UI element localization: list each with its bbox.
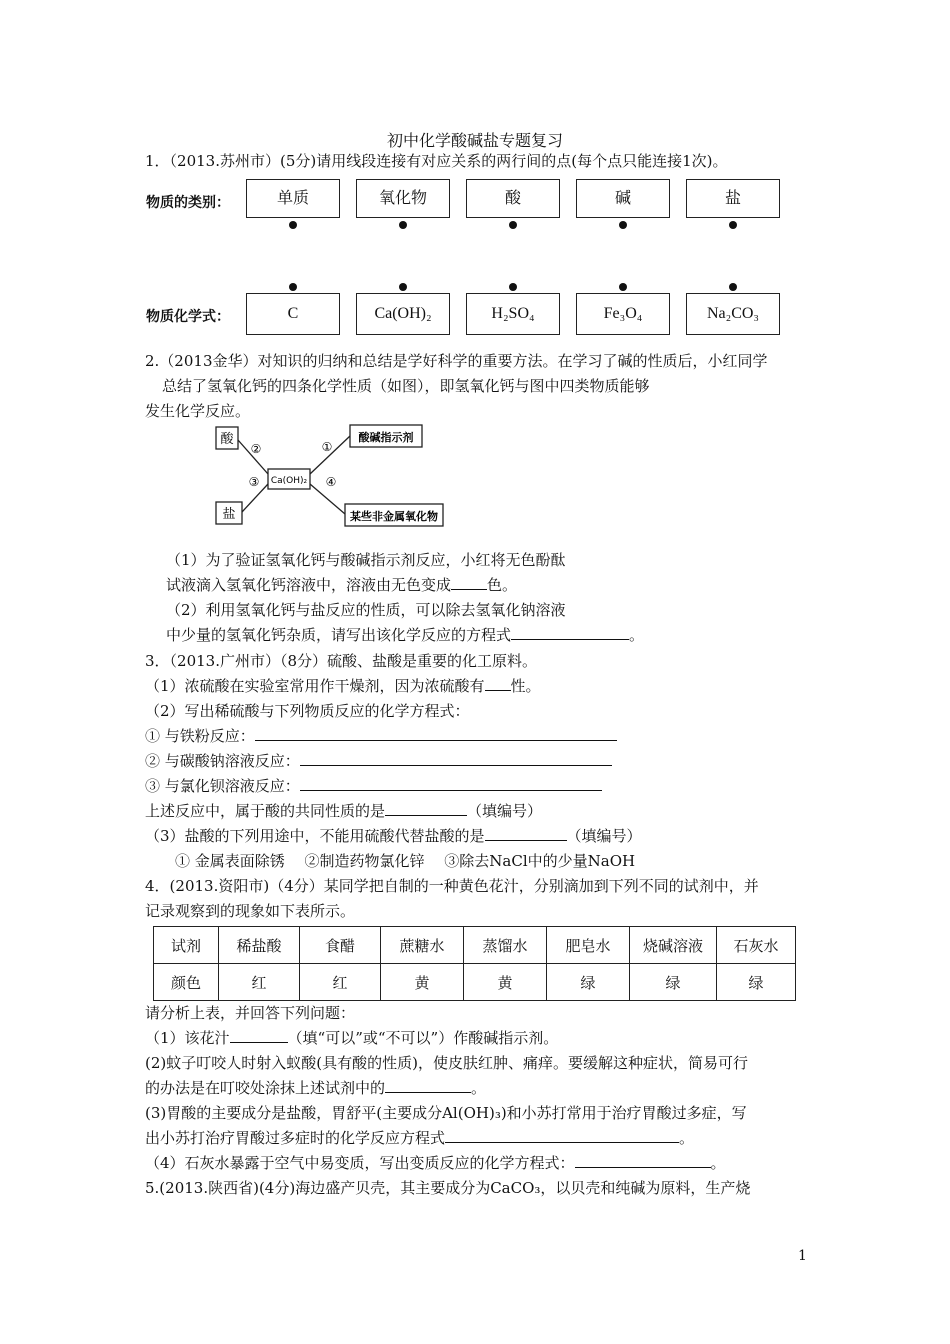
diagram-num-4: ④ (325, 475, 337, 489)
q4-sub4-suffix: 。 (710, 1154, 726, 1172)
q2-part2-line2 (166, 625, 644, 645)
q3-line8-suffix: （填编号） (566, 827, 642, 845)
table-cell: 稀盐酸 (219, 927, 300, 964)
table-cell: 红 (300, 964, 381, 1001)
connect-dot[interactable] (509, 221, 517, 229)
q3-line2 (145, 676, 541, 696)
q2-line3: 发生化学反应。 (145, 402, 251, 420)
connect-dot[interactable] (509, 283, 517, 291)
q3-line8 (145, 826, 642, 846)
q3-r3-text: ③ 与氯化钡溶液反应： (145, 777, 300, 795)
q1-text: 1．（2013.苏州市）(5分)请用线段连接有对应关系的两行间的点(每个点只能连接1次)。 (145, 152, 728, 170)
connect-dot[interactable] (289, 221, 297, 229)
q4-sub3-line1: (3)胃酸的主要成分是盐酸，胃舒平(主要成分Al(OH)₃)和小苏打常用于治疗胃酸过多症，写 (145, 1104, 747, 1122)
answer-blank[interactable] (485, 676, 511, 691)
q4-sub3-text: 出小苏打治疗胃酸过多症时的化学反应方程式 (145, 1129, 446, 1147)
connect-dot[interactable] (619, 221, 627, 229)
category-box-salt: 盐 (686, 179, 780, 218)
table-cell: 石灰水 (717, 927, 796, 964)
table-cell: 黄 (464, 964, 547, 1001)
diagram-center-label: Ca(OH)₂ (270, 476, 308, 486)
table-cell: 绿 (547, 964, 630, 1001)
table-cell: 烧碱溶液 (630, 927, 717, 964)
q4-sub3-suffix: 。 (679, 1129, 695, 1147)
formula-box-na2co3: Na₂CO₃ (686, 293, 780, 335)
answer-blank[interactable] (385, 1078, 471, 1093)
q3-line8-text: （3）盐酸的下列用途中，不能用硫酸代替盐酸的是 (145, 827, 485, 845)
formula-box-c: C (246, 293, 340, 335)
q2-part2-suffix: 。 (629, 626, 645, 644)
formula-box-h2so4: H₂SO₄ (466, 293, 560, 335)
q3-line3: （2）写出稀硫酸与下列物质反应的化学方程式： (145, 702, 470, 720)
q3-reaction-1 (145, 726, 617, 746)
q1-category-label: 物质的类别： (146, 195, 230, 211)
q5-line1: 5.(2013.陕西省)(4分)海边盛产贝壳，其主要成分为CaCO₃，以贝壳和纯碱为原料，生产烧 (145, 1179, 751, 1197)
q3-line2-suffix: 性。 (510, 677, 541, 695)
category-box-acid: 酸 (466, 179, 560, 218)
table-cell: 蔗糖水 (381, 927, 464, 964)
q4-sub3-line2 (145, 1128, 694, 1148)
q2-part1-text: 试液滴入氢氧化钙溶液中，溶液由无色变成 (166, 576, 452, 594)
answer-blank[interactable] (300, 751, 612, 766)
connect-dot[interactable] (399, 283, 407, 291)
answer-blank[interactable] (485, 826, 567, 841)
q3-line7 (145, 801, 542, 821)
category-box-base: 碱 (576, 179, 670, 218)
formula-box-caoh2: Ca(OH)₂ (356, 293, 450, 335)
q3-line1: 3．（2013.广州市）（8分）硫酸、盐酸是重要的化工原料。 (145, 652, 538, 670)
diagram-num-2: ② (250, 442, 262, 456)
category-box-element: 单质 (246, 179, 340, 218)
q3-line7-text: 上述反应中，属于酸的共同性质的是 (145, 802, 386, 820)
q3-line2-text: （1）浓硫酸在实验室常用作干燥剂，因为浓硫酸有 (145, 677, 485, 695)
table-cell: 食醋 (300, 927, 381, 964)
q4-sub1-text: （1）该花汁 (145, 1029, 230, 1047)
connect-dot[interactable] (729, 283, 737, 291)
table-cell: 绿 (630, 964, 717, 1001)
q4-sub2-suffix: 。 (471, 1079, 487, 1097)
q4-line2: 记录观察到的现象如下表所示。 (145, 902, 356, 920)
diagram-indicator-label: 酸碱指示剂 (358, 431, 414, 444)
diagram-salt-label: 盐 (222, 507, 236, 522)
table-cell: 红 (219, 964, 300, 1001)
q4-sub1 (145, 1028, 558, 1048)
q3-reaction-3 (145, 776, 602, 796)
q4-line1: 4．(2013.资阳市)（4分）某同学把自制的一种黄色花汁，分别滴加到下列不同的试剂中，并 (145, 877, 759, 895)
table-cell: 绿 (717, 964, 796, 1001)
connect-dot[interactable] (729, 221, 737, 229)
q2-part1-suffix: 色。 (487, 576, 518, 594)
table-header-row (154, 927, 796, 964)
answer-blank[interactable] (230, 1028, 288, 1043)
diagram-num-3: ③ (248, 475, 260, 489)
answer-blank[interactable] (255, 726, 617, 741)
q4-sub2-text: 的办法是在叮咬处涂抹上述试剂中的 (145, 1079, 386, 1097)
answer-blank[interactable] (451, 575, 487, 590)
connect-dot[interactable] (399, 221, 407, 229)
q2-part1-line2 (166, 575, 517, 595)
connect-dot[interactable] (289, 283, 297, 291)
page-title: 初中化学酸碱盐专题复习 (386, 131, 563, 150)
q4-sub1-suffix: （填“可以”或“不可以”）作酸碱指示剂。 (287, 1029, 559, 1047)
q4-after-table: 请分析上表，并回答下列问题： (145, 1004, 356, 1022)
q1-formula-label: 物质化学式： (146, 309, 230, 325)
q2-line1: 2.（2013金华）对知识的归纳和总结是学好科学的重要方法。在学习了碱的性质后，小红同学 (145, 352, 768, 370)
q3-r2-text: ② 与碳酸钠溶液反应： (145, 752, 300, 770)
table-cell: 黄 (381, 964, 464, 1001)
q4-sub2-line2 (145, 1078, 486, 1098)
q2-part1-line1: （1）为了验证氢氧化钙与酸碱指示剂反应，小红将无色酚酞 (166, 551, 566, 569)
q3-line7-suffix: （填编号） (467, 802, 543, 820)
answer-blank[interactable] (575, 1153, 711, 1168)
table-cell: 试剂 (154, 927, 219, 964)
table-row (154, 964, 796, 1001)
category-box-oxide: 氧化物 (356, 179, 450, 218)
q2-part2-text: 中少量的氢氧化钙杂质，请写出该化学反应的方程式 (166, 626, 512, 644)
caoh2-diagram (210, 422, 450, 532)
q3-r1-text: ① 与铁粉反应： (145, 727, 255, 745)
table-cell: 颜色 (154, 964, 219, 1001)
table-cell: 蒸馏水 (464, 927, 547, 964)
q4-sub2-line1: (2)蚊子叮咬人时射入蚁酸(具有酸的性质)，使皮肤红肿、痛痒。要缓解这种症状，简易可行 (145, 1054, 748, 1072)
observation-table (153, 926, 796, 1001)
answer-blank[interactable] (511, 625, 629, 640)
q2-part2-line1: （2）利用氢氧化钙与盐反应的性质，可以除去氢氧化钠溶液 (166, 601, 566, 619)
diagram-num-1: ① (321, 440, 333, 454)
formula-box-fe3o4: Fe₃O₄ (576, 293, 670, 335)
q2-line2: 总结了氢氧化钙的四条化学性质（如图），即氢氧化钙与图中四类物质能够 (162, 377, 650, 395)
answer-blank[interactable] (300, 776, 602, 791)
diagram-acid-label: 酸 (220, 432, 234, 447)
q4-sub4-text: （4）石灰水暴露于空气中易变质，写出变质反应的化学方程式： (145, 1154, 575, 1172)
connect-dot[interactable] (619, 283, 627, 291)
q3-line9: ① 金属表面除锈 ②制造药物氯化锌 ③除去NaCl中的少量NaOH (175, 852, 636, 870)
page-number: 1 (798, 1248, 807, 1264)
answer-blank[interactable] (445, 1128, 679, 1143)
q4-sub4 (145, 1153, 726, 1173)
diagram-nonmetal-oxide-label: 某些非金属氧化物 (350, 510, 438, 523)
q3-reaction-2 (145, 751, 612, 771)
answer-blank[interactable] (385, 801, 467, 816)
table-cell: 肥皂水 (547, 927, 630, 964)
